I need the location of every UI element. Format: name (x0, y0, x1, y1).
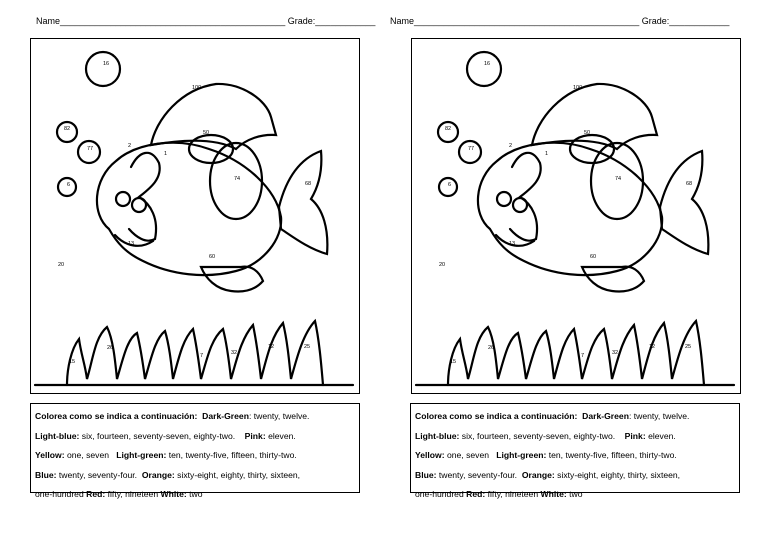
region-number: 7 (200, 353, 204, 359)
fish-top-fin (151, 84, 276, 149)
region-number: 20 (58, 262, 65, 268)
region-number: 74 (234, 176, 241, 182)
fish-eye-left (497, 192, 511, 206)
header (390, 16, 729, 26)
region-number: 68 (686, 181, 693, 187)
worksheet-right (384, 0, 768, 543)
region-number: 60 (209, 254, 216, 260)
name-line: _____________________________________________ (60, 16, 286, 26)
region-number: 13 (509, 241, 516, 247)
region-number: 2 (509, 143, 513, 149)
region-number: 100 (573, 85, 583, 91)
region-number: 2 (128, 143, 132, 149)
fish-bottom-fin (582, 267, 644, 292)
instruction-line-3: Yellow: one, seven Light-green: ten, twenty-five, fifteen, thirty-two. (415, 450, 677, 460)
region-number: 15 (69, 359, 76, 365)
region-number: 6 (448, 182, 452, 188)
instructions-box (30, 403, 360, 499)
region-number: 1 (545, 151, 549, 157)
region-number: 100 (192, 85, 202, 91)
region-number: 12 (649, 344, 656, 350)
grade-label: Grade: (641, 16, 670, 26)
region-number: 32 (612, 350, 619, 356)
region-number: 16 (103, 61, 110, 67)
fish-top-fin (532, 84, 657, 149)
name-line: _____________________________________________ (414, 16, 640, 26)
region-number: 20 (439, 262, 446, 268)
bubble-large (86, 52, 120, 86)
region-number: 60 (590, 254, 597, 260)
bubble (438, 122, 458, 142)
instruction-line-2: Light-blue: six, fourteen, seventy-seven, eighty-two. Pink: eleven. (415, 430, 676, 441)
region-number: 50 (203, 130, 210, 136)
fish-eye-right (513, 198, 527, 212)
instruction-line-4: Blue: twenty, seventy-four. Orange: sixty-eight, eighty, thirty, sixteen, (35, 469, 301, 480)
instruction-line-5: one-hundred Red: fifty, nineteen White: two (415, 489, 583, 499)
bubble (78, 141, 100, 163)
bubble (459, 141, 481, 163)
picture-frame (411, 38, 741, 394)
region-number: 32 (231, 350, 238, 356)
region-number: 74 (615, 176, 622, 182)
region-number: 77 (468, 146, 475, 152)
instruction-line-4: Blue: twenty, seventy-four. Orange: sixty-eight, eighty, thirty, sixteen, (415, 469, 681, 480)
instruction-line-2: Light-blue: six, fourteen, seventy-seven, eighty-two. Pink: eleven. (35, 430, 296, 441)
region-number: 7 (581, 353, 585, 359)
fish-stripe (510, 153, 541, 241)
grade-line: ____________ (669, 16, 730, 26)
instruction-line-1: Colorea como se indica a continuación: Dark-Green: twenty, twelve. (415, 411, 690, 421)
fish-tail (660, 151, 708, 254)
seaweed (448, 321, 704, 385)
region-number: 77 (87, 146, 94, 152)
grade-label: Grade: (287, 16, 316, 26)
region-number: 12 (268, 344, 275, 350)
instruction-line-1: Colorea como se indica a continuación: Dark-Green: twenty, twelve. (35, 411, 310, 421)
seaweed (67, 321, 323, 385)
region-number: 82 (445, 126, 452, 132)
region-number: 13 (128, 241, 135, 247)
bubble-large (467, 52, 501, 86)
region-number: 16 (484, 61, 491, 67)
picture-frame (30, 38, 360, 394)
fish-eye-left (116, 192, 130, 206)
name-label: Name (390, 16, 415, 26)
fish-coloring-picture (31, 39, 359, 393)
region-number: 50 (584, 130, 591, 136)
fish-coloring-picture (412, 39, 740, 393)
name-label: Name (36, 16, 61, 26)
fish-tail (279, 151, 327, 254)
instruction-line-5: one-hundred Red: fifty, nineteen White: two (35, 489, 203, 499)
fish-stripe (129, 153, 160, 241)
fish-eye-right (132, 198, 146, 212)
region-number: 68 (305, 181, 312, 187)
region-number: 25 (304, 344, 311, 350)
region-number: 25 (685, 344, 692, 350)
grade-line: ____________ (315, 16, 376, 26)
region-number: 82 (64, 126, 71, 132)
header (36, 16, 375, 26)
instruction-line-3: Yellow: one, seven Light-green: ten, twenty-five, fifteen, thirty-two. (35, 450, 297, 460)
region-number: 15 (450, 359, 457, 365)
instructions-box (410, 403, 740, 499)
region-number: 1 (164, 151, 168, 157)
region-number: 6 (67, 182, 71, 188)
region-number: 26 (488, 345, 495, 351)
bubble (57, 122, 77, 142)
region-number: 26 (107, 345, 114, 351)
fish-bottom-fin (201, 267, 263, 292)
